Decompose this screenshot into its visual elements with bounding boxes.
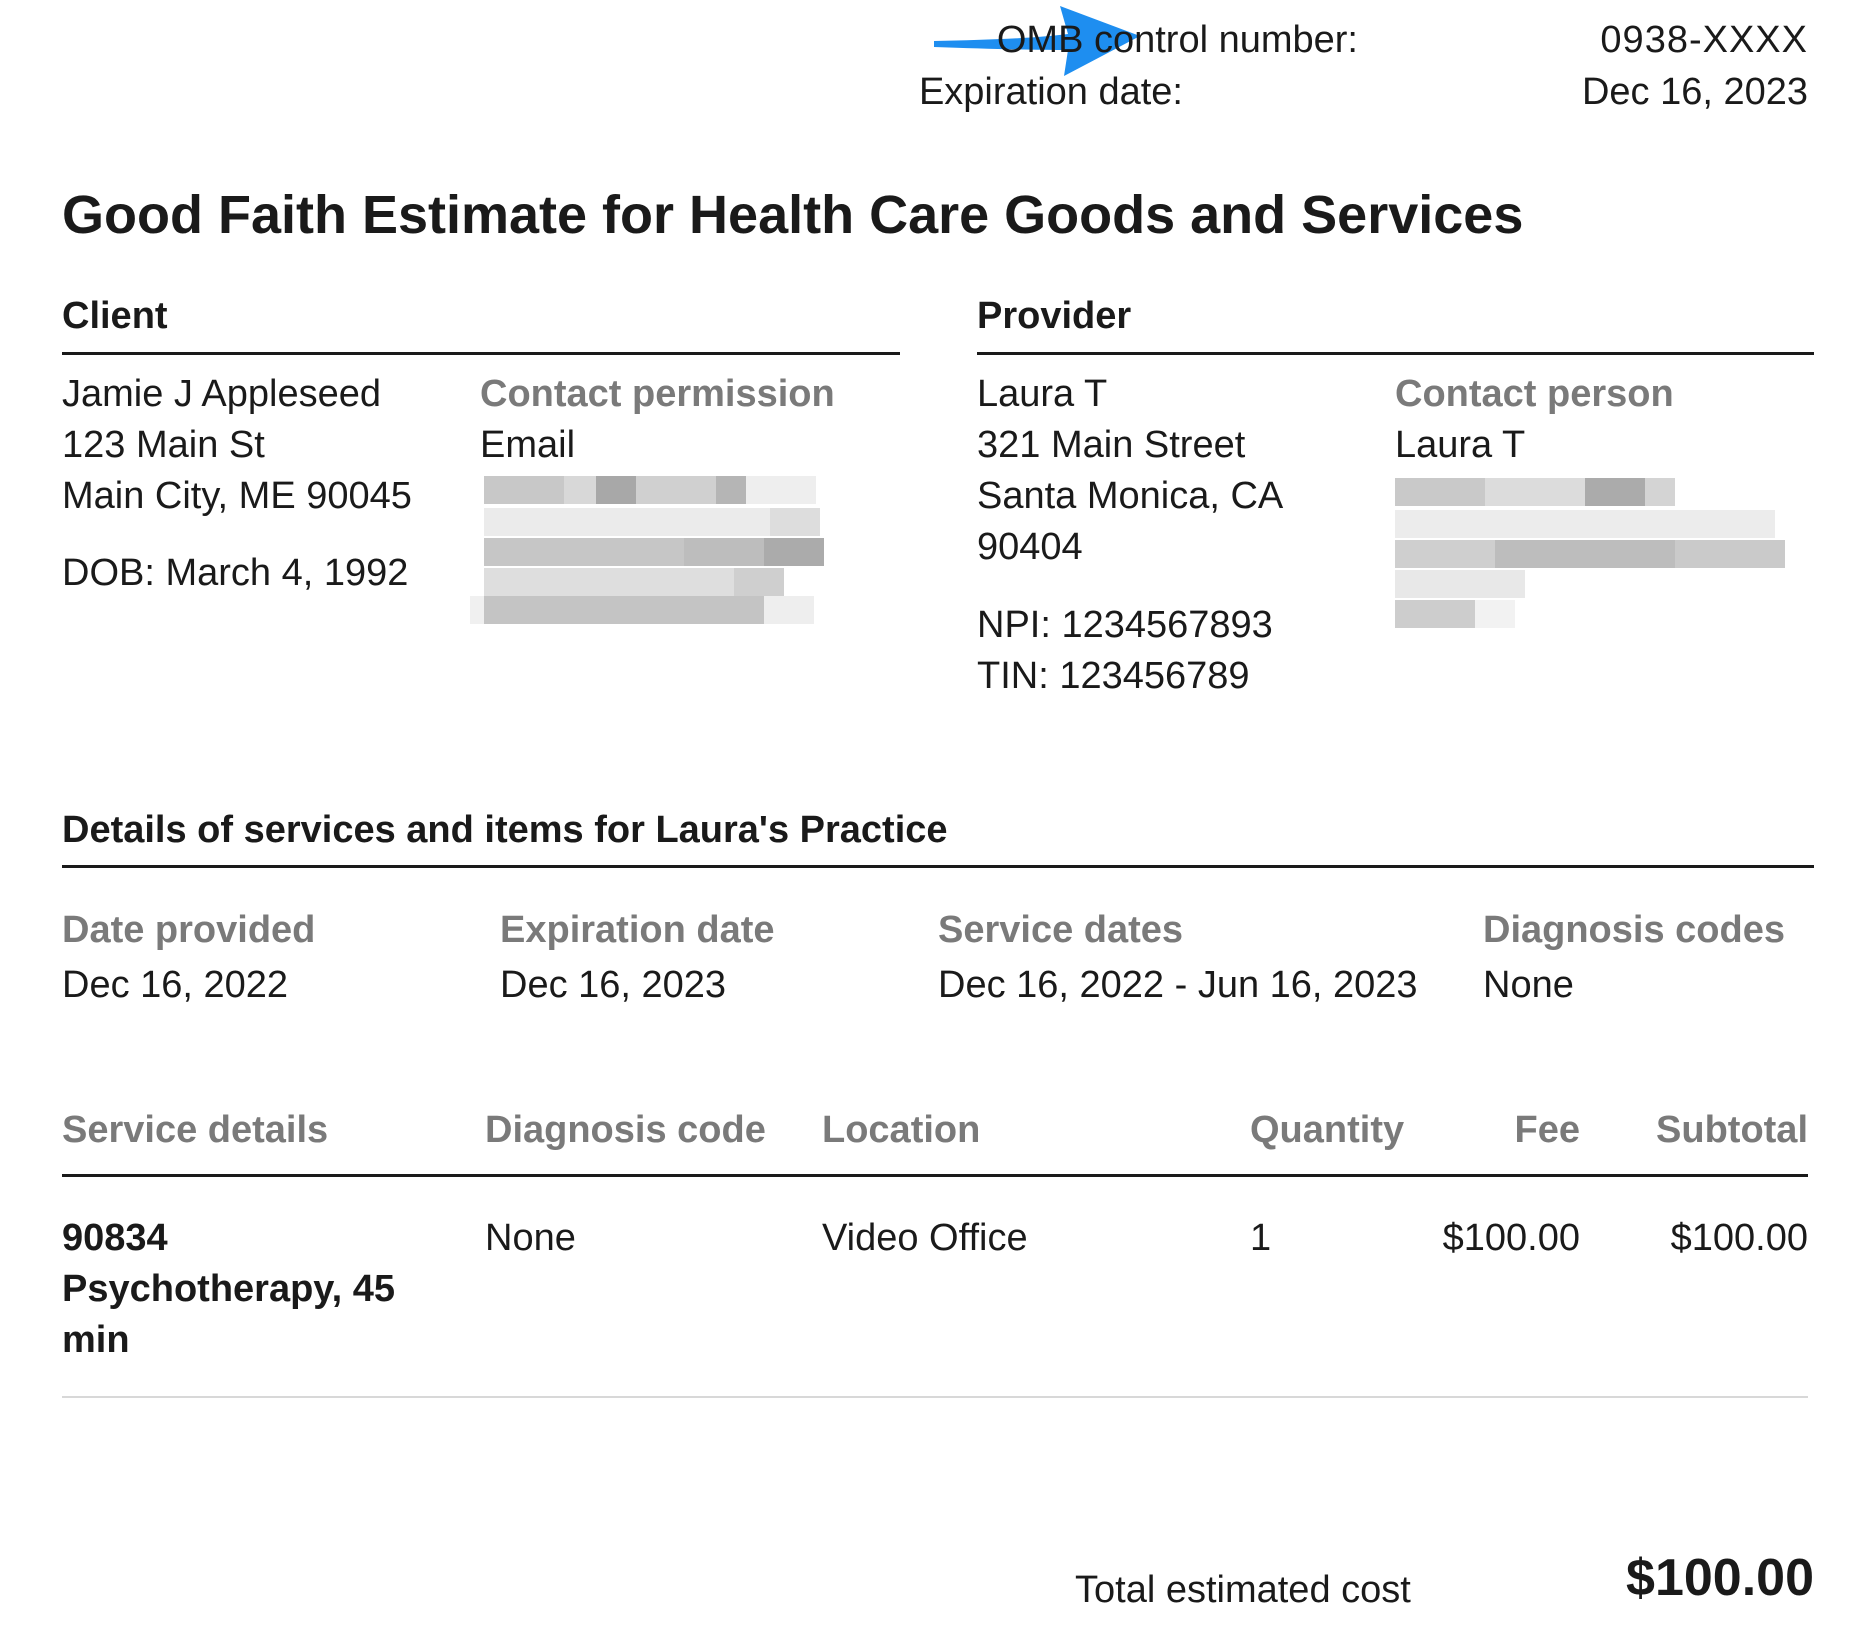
header-expiration-value: Dec 16, 2023 <box>1581 71 1808 113</box>
service-description-line2: min <box>62 1319 130 1361</box>
provider-divider <box>977 352 1814 355</box>
contact-person-label: Contact person <box>1395 373 1674 415</box>
service-dates-label: Service dates <box>938 909 1184 951</box>
client-address-line2: Main City, ME 90045 <box>62 475 412 517</box>
details-expiration-label: Expiration date <box>500 909 775 951</box>
provider-address-line3: 90404 <box>977 526 1083 568</box>
provider-name: Laura T <box>977 373 1108 415</box>
row-fee: $100.00 <box>1442 1217 1580 1259</box>
provider-npi: NPI: 1234567893 <box>977 604 1273 646</box>
total-value: $100.00 <box>1626 1549 1814 1607</box>
redacted-provider-contact <box>1375 468 1805 638</box>
table-row-divider <box>62 1396 1808 1398</box>
contact-permission-value: Email <box>480 424 576 466</box>
client-name: Jamie J Appleseed <box>62 373 381 415</box>
page-title: Good Faith Estimate for Health Care Goods and Services <box>62 185 1524 245</box>
service-code: 90834 <box>62 1217 168 1259</box>
details-expiration-value: Dec 16, 2023 <box>500 964 727 1006</box>
contact-person-value: Laura T <box>1395 424 1526 466</box>
row-location: Video Office <box>822 1217 1028 1259</box>
service-dates-value: Dec 16, 2022 - Jun 16, 2023 <box>938 964 1418 1006</box>
redacted-client-contact <box>460 468 860 628</box>
service-description-line1: Psychotherapy, 45 <box>62 1268 396 1310</box>
details-divider <box>62 865 1814 868</box>
diagnosis-codes-value: None <box>1483 964 1574 1006</box>
omb-control-value: 0938-XXXX <box>1600 19 1808 61</box>
total-label: Total estimated cost <box>1075 1569 1411 1611</box>
omb-control-label: OMB control number: <box>996 19 1358 61</box>
row-subtotal: $100.00 <box>1670 1217 1808 1259</box>
date-provided-value: Dec 16, 2022 <box>62 964 289 1006</box>
column-header-subtotal: Subtotal <box>1656 1109 1808 1151</box>
row-quantity: 1 <box>1250 1217 1272 1259</box>
client-address-line1: 123 Main St <box>62 424 265 466</box>
diagnosis-codes-label: Diagnosis codes <box>1483 909 1785 951</box>
column-header-quantity: Quantity <box>1250 1109 1405 1151</box>
date-provided-label: Date provided <box>62 909 316 951</box>
header-expiration-label: Expiration date: <box>918 71 1183 113</box>
column-header-location: Location <box>822 1109 981 1151</box>
column-header-fee: Fee <box>1514 1109 1580 1151</box>
provider-heading: Provider <box>977 295 1132 337</box>
client-dob: DOB: March 4, 1992 <box>62 552 409 594</box>
table-header-divider <box>62 1174 1808 1177</box>
provider-address-line1: 321 Main Street <box>977 424 1246 466</box>
column-header-diagnosis: Diagnosis code <box>485 1109 766 1151</box>
contact-permission-label: Contact permission <box>480 373 835 415</box>
client-heading: Client <box>62 295 168 337</box>
column-header-service: Service details <box>62 1109 329 1151</box>
details-heading: Details of services and items for Laura's Practice <box>62 809 948 851</box>
provider-tin: TIN: 123456789 <box>977 655 1250 697</box>
row-diagnosis-code: None <box>485 1217 576 1259</box>
provider-address-line2: Santa Monica, CA <box>977 475 1284 517</box>
client-divider <box>62 352 900 355</box>
